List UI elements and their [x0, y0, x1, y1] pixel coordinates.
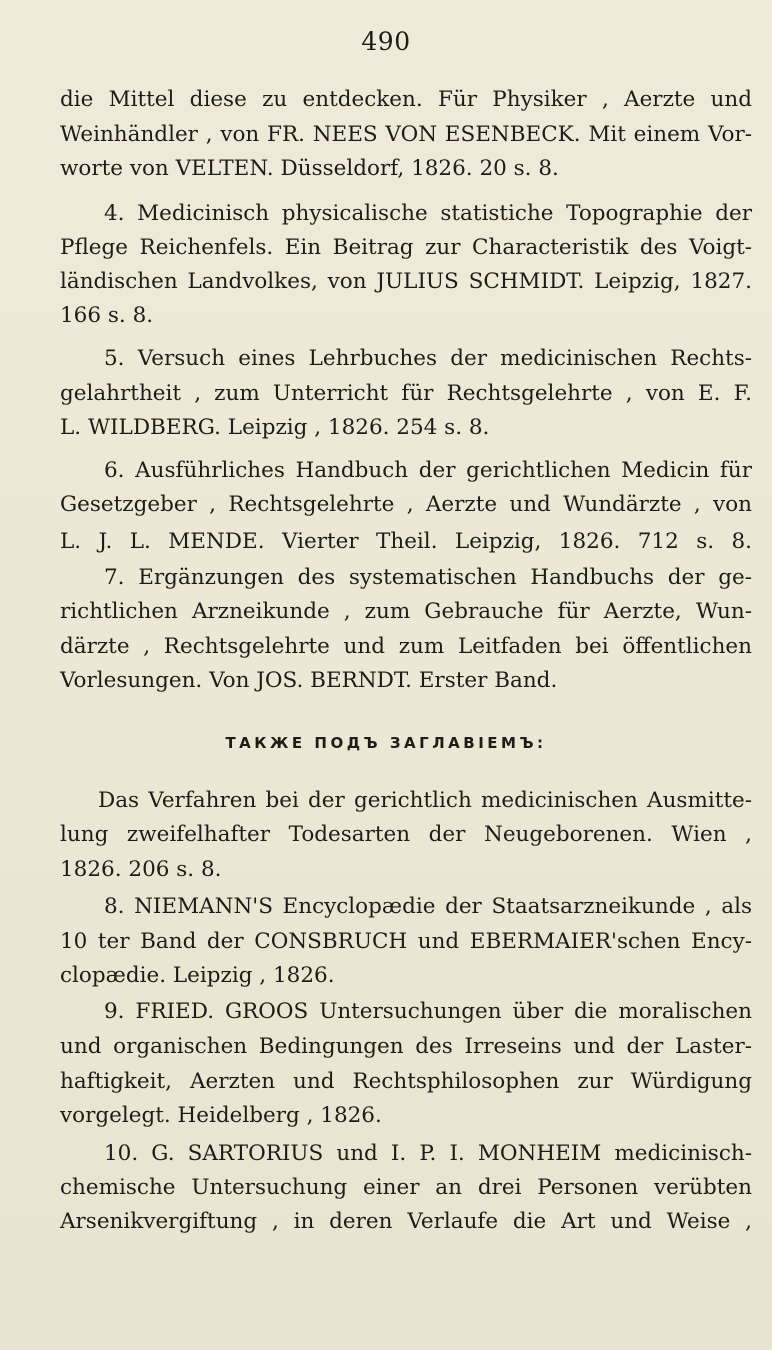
text-line: Weinhändler , von FR. NEES VON ESENBECK. Mit einem Vor-: [60, 122, 752, 147]
text-line: clopædie. Leipzig , 1826.: [60, 963, 335, 988]
text-line: Arsenikvergiftung , in deren Verlaufe die Art und Weise ,: [60, 1209, 752, 1234]
entry-5-first-line: 5. Versuch eines Lehrbuches der medicinischen Rechts-: [104, 346, 752, 371]
text-line: lung zweifelhafter Todesarten der Neugeborenen. Wien ,: [60, 822, 752, 847]
text-line: Gesetzgeber , Rechtsgelehrte , Aerzte und Wundärzte , von: [60, 492, 752, 517]
text-line: chemische Untersuchung einer an drei Personen verübten: [60, 1175, 752, 1200]
page-number: 490: [361, 27, 411, 56]
entry-6-first-line: 6. Ausführliches Handbuch der gerichtlichen Medicin für: [104, 458, 752, 483]
entry-10-first-line: 10. G. SARTORIUS und I. P. I. MONHEIM medicinisch-: [104, 1141, 752, 1166]
text-line: 166 s. 8.: [60, 303, 154, 328]
text-line: L. J. L. MENDE. Vierter Theil. Leipzig, 1826. 712 s. 8.: [60, 529, 752, 554]
text-line: gelahrtheit , zum Unterricht für Rechtsgelehrte , von E. F.: [60, 381, 752, 406]
text-line: Vorlesungen. Von JOS. BERNDT. Erster Band.: [60, 668, 558, 693]
entry-8-first-line: 8. NIEMANN'S Encyclopædie der Staatsarzneikunde , als: [104, 894, 752, 919]
text-line: vorgelegt. Heidelberg , 1826.: [60, 1103, 382, 1128]
text-line: Pflege Reichenfels. Ein Beitrag zur Characteristik des Voigt-: [60, 235, 752, 260]
text-line: 1826. 206 s. 8.: [60, 857, 222, 882]
subtitle-first-line: Das Verfahren bei der gerichtlich medicinischen Ausmitte-: [98, 788, 752, 813]
entry-9-first-line: 9. FRIED. GROOS Untersuchungen über die moralischen: [104, 999, 752, 1024]
text-line: richtlichen Arzneikunde , zum Gebrauche für Aerzte, Wun-: [60, 599, 752, 624]
text-line: därzte , Rechtsgelehrte und zum Leitfaden bei öffentlichen: [60, 634, 752, 659]
text-line: haftigkeit, Aerzten und Rechtsphilosophen zur Würdigung: [60, 1069, 752, 1094]
text-line: die Mittel diese zu entdecken. Für Physiker , Aerzte und: [60, 87, 752, 112]
entry-7-first-line: 7. Ergänzungen des systematischen Handbuchs der ge-: [104, 565, 752, 590]
text-line: worte von VELTEN. Düsseldorf, 1826. 20 s. 8.: [60, 156, 559, 181]
text-line: 10 ter Band der CONSBRUCH und EBERMAIER'schen Ency-: [60, 929, 752, 954]
section-heading: ТАКЖЕ ПОДЪ ЗАГЛАВІЕМЪ:: [225, 734, 547, 752]
text-line: L. WILDBERG. Leipzig , 1826. 254 s. 8.: [60, 415, 490, 440]
text-line: und organischen Bedingungen des Irreseins und der Laster-: [60, 1034, 752, 1059]
text-line: ländischen Landvolkes, von JULIUS SCHMIDT. Leipzig, 1827.: [60, 269, 752, 294]
entry-4-first-line: 4. Medicinisch physicalische statistiche Topographie der: [104, 201, 752, 226]
